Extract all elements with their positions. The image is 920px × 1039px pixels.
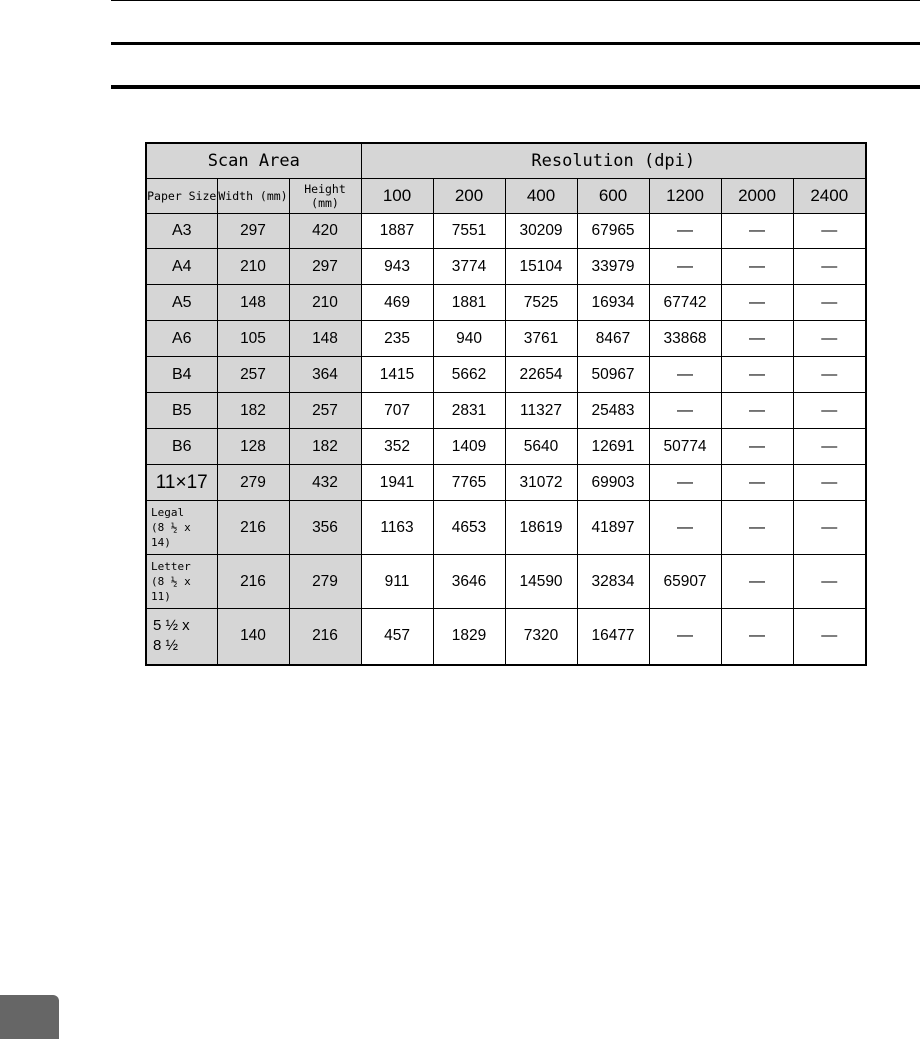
height-cell: 420 xyxy=(289,214,361,249)
table-row xyxy=(146,609,866,665)
not-available-cell xyxy=(721,429,793,465)
paper-size-line2: (8 ½ x 11) xyxy=(151,575,191,603)
table-row xyxy=(146,393,866,429)
not-available-cell xyxy=(793,214,866,249)
paper-size-cell: A3 xyxy=(146,214,217,249)
dash-mark: — xyxy=(821,257,838,275)
dash-mark: — xyxy=(677,365,694,383)
data-size-cell: 707 xyxy=(361,393,433,429)
data-size-cell: 4653 xyxy=(433,501,505,555)
not-available-cell xyxy=(649,357,721,393)
data-size-cell: 7765 xyxy=(433,465,505,501)
not-available-cell xyxy=(649,393,721,429)
data-size-cell: 7525 xyxy=(505,285,577,321)
dash-mark: — xyxy=(821,437,838,455)
dash-mark: — xyxy=(821,329,838,347)
not-available-cell xyxy=(721,357,793,393)
header-rule-thick xyxy=(111,85,920,89)
resolution-1200-header: 1200 xyxy=(649,179,721,214)
data-size-cell: 1415 xyxy=(361,357,433,393)
paper-size-cell xyxy=(146,609,217,665)
data-size-cell: 18619 xyxy=(505,501,577,555)
table-row xyxy=(146,285,866,321)
table-row xyxy=(146,214,866,249)
data-size-cell: 5640 xyxy=(505,429,577,465)
dash-mark: — xyxy=(677,473,694,491)
dash-mark: — xyxy=(749,518,766,536)
resolution-400-header: 400 xyxy=(505,179,577,214)
not-available-cell xyxy=(793,321,866,357)
not-available-cell xyxy=(649,249,721,285)
data-size-cell: 16477 xyxy=(577,609,649,665)
data-size-cell: 940 xyxy=(433,321,505,357)
height-cell: 297 xyxy=(289,249,361,285)
dash-mark: — xyxy=(677,257,694,275)
not-available-cell xyxy=(793,357,866,393)
dash-mark: — xyxy=(749,329,766,347)
data-size-cell: 1941 xyxy=(361,465,433,501)
width-cell: 182 xyxy=(217,393,289,429)
height-cell: 182 xyxy=(289,429,361,465)
dash-mark: — xyxy=(821,473,838,491)
table-row xyxy=(146,555,866,609)
not-available-cell xyxy=(793,285,866,321)
not-available-cell xyxy=(649,609,721,665)
not-available-cell xyxy=(721,249,793,285)
dash-mark: — xyxy=(749,293,766,311)
data-size-cell: 469 xyxy=(361,285,433,321)
data-size-cell: 3646 xyxy=(433,555,505,609)
width-cell: 216 xyxy=(217,555,289,609)
width-cell: 105 xyxy=(217,321,289,357)
data-size-cell: 30209 xyxy=(505,214,577,249)
paper-size-line2: (8 ½ x 14) xyxy=(151,521,191,549)
data-size-cell: 2831 xyxy=(433,393,505,429)
data-size-cell: 1881 xyxy=(433,285,505,321)
dash-mark: — xyxy=(677,518,694,536)
not-available-cell xyxy=(793,501,866,555)
height-header: Height (mm) xyxy=(289,179,361,214)
data-size-cell: 69903 xyxy=(577,465,649,501)
paper-size-cell: A6 xyxy=(146,321,217,357)
width-cell: 210 xyxy=(217,249,289,285)
dash-mark: — xyxy=(749,257,766,275)
paper-size-header: Paper Size xyxy=(146,179,217,214)
height-cell: 257 xyxy=(289,393,361,429)
data-size-cell: 7551 xyxy=(433,214,505,249)
data-size-cell: 32834 xyxy=(577,555,649,609)
paper-size-line1: Legal xyxy=(151,506,185,519)
height-cell: 210 xyxy=(289,285,361,321)
data-size-cell: 31072 xyxy=(505,465,577,501)
not-available-cell xyxy=(721,501,793,555)
resolution-2000-header: 2000 xyxy=(721,179,793,214)
width-cell: 216 xyxy=(217,501,289,555)
data-size-cell: 41897 xyxy=(577,501,649,555)
paper-size-line1: 5 ½ x xyxy=(153,617,190,635)
table-row xyxy=(146,501,866,555)
data-size-cell: 1887 xyxy=(361,214,433,249)
data-size-cell: 3761 xyxy=(505,321,577,357)
height-cell: 148 xyxy=(289,321,361,357)
dash-mark: — xyxy=(749,401,766,419)
dash-mark: — xyxy=(821,627,838,645)
dash-mark: — xyxy=(821,572,838,590)
table-row xyxy=(146,249,866,285)
data-size-cell: 25483 xyxy=(577,393,649,429)
data-size-cell: 15104 xyxy=(505,249,577,285)
not-available-cell xyxy=(793,249,866,285)
not-available-cell xyxy=(793,609,866,665)
not-available-cell xyxy=(721,285,793,321)
data-size-cell: 50967 xyxy=(577,357,649,393)
data-size-cell: 67965 xyxy=(577,214,649,249)
data-size-cell: 3774 xyxy=(433,249,505,285)
data-size-cell: 65907 xyxy=(649,555,721,609)
data-size-cell: 235 xyxy=(361,321,433,357)
not-available-cell xyxy=(721,609,793,665)
data-size-cell: 943 xyxy=(361,249,433,285)
data-size-cell: 16934 xyxy=(577,285,649,321)
paper-size-cell: A5 xyxy=(146,285,217,321)
not-available-cell xyxy=(793,429,866,465)
not-available-cell xyxy=(649,501,721,555)
data-size-cell: 1829 xyxy=(433,609,505,665)
table-row xyxy=(146,321,866,357)
data-size-cell: 50774 xyxy=(649,429,721,465)
width-cell: 148 xyxy=(217,285,289,321)
dash-mark: — xyxy=(749,437,766,455)
dash-mark: — xyxy=(749,473,766,491)
data-size-cell: 457 xyxy=(361,609,433,665)
data-size-cell: 1163 xyxy=(361,501,433,555)
scan-area-header: Scan Area xyxy=(146,143,361,179)
data-size-cell: 911 xyxy=(361,555,433,609)
height-cell: 279 xyxy=(289,555,361,609)
table-row xyxy=(146,429,866,465)
data-size-cell: 22654 xyxy=(505,357,577,393)
width-cell: 257 xyxy=(217,357,289,393)
paper-size-cell: B5 xyxy=(146,393,217,429)
data-size-cell: 1409 xyxy=(433,429,505,465)
not-available-cell xyxy=(649,214,721,249)
width-header: Width (mm) xyxy=(217,179,289,214)
height-cell: 216 xyxy=(289,609,361,665)
data-size-cell: 5662 xyxy=(433,357,505,393)
dash-mark: — xyxy=(821,518,838,536)
header-rule xyxy=(111,42,920,45)
not-available-cell xyxy=(721,321,793,357)
data-size-cell: 67742 xyxy=(649,285,721,321)
resolution-200-header: 200 xyxy=(433,179,505,214)
dash-mark: — xyxy=(821,365,838,383)
paper-size-cell: B4 xyxy=(146,357,217,393)
dash-mark: — xyxy=(749,222,766,239)
paper-size-cell: B6 xyxy=(146,429,217,465)
top-rule-thin xyxy=(111,0,920,1)
data-size-cell: 11327 xyxy=(505,393,577,429)
dash-mark: — xyxy=(749,572,766,590)
table-row xyxy=(146,357,866,393)
paper-size-cell: 11×17 xyxy=(146,465,217,501)
data-size-cell: 14590 xyxy=(505,555,577,609)
paper-size-line1: Letter xyxy=(151,560,191,573)
not-available-cell xyxy=(721,465,793,501)
scan-area-table xyxy=(145,142,867,666)
width-cell: 279 xyxy=(217,465,289,501)
height-cell: 432 xyxy=(289,465,361,501)
paper-size-cell xyxy=(146,555,217,609)
resolution-2400-header: 2400 xyxy=(793,179,866,214)
table-body xyxy=(146,214,866,665)
dash-mark: — xyxy=(821,222,838,239)
data-size-cell: 8467 xyxy=(577,321,649,357)
dash-mark: — xyxy=(821,293,838,311)
not-available-cell xyxy=(793,555,866,609)
not-available-cell xyxy=(721,393,793,429)
paper-size-cell: A4 xyxy=(146,249,217,285)
paper-size-line2: 8 ½ xyxy=(153,637,179,655)
dash-mark: — xyxy=(749,365,766,383)
width-cell: 297 xyxy=(217,214,289,249)
resolution-100-header: 100 xyxy=(361,179,433,214)
resolution-header: Resolution (dpi) xyxy=(361,143,866,179)
data-size-cell: 33868 xyxy=(649,321,721,357)
data-size-cell: 352 xyxy=(361,429,433,465)
not-available-cell xyxy=(793,393,866,429)
dash-mark: — xyxy=(677,222,694,239)
dash-mark: — xyxy=(677,627,694,645)
data-size-cell: 7320 xyxy=(505,609,577,665)
data-size-cell: 12691 xyxy=(577,429,649,465)
height-cell: 356 xyxy=(289,501,361,555)
table-row xyxy=(146,465,866,501)
data-size-cell: 33979 xyxy=(577,249,649,285)
not-available-cell xyxy=(649,465,721,501)
resolution-600-header: 600 xyxy=(577,179,649,214)
not-available-cell xyxy=(721,555,793,609)
width-cell: 140 xyxy=(217,609,289,665)
dash-mark: — xyxy=(677,401,694,419)
paper-size-cell xyxy=(146,501,217,555)
width-cell: 128 xyxy=(217,429,289,465)
dash-mark: — xyxy=(749,627,766,645)
height-cell: 364 xyxy=(289,357,361,393)
dash-mark: — xyxy=(821,401,838,419)
not-available-cell xyxy=(721,214,793,249)
not-available-cell xyxy=(793,465,866,501)
chapter-tab-marker xyxy=(0,995,59,1039)
